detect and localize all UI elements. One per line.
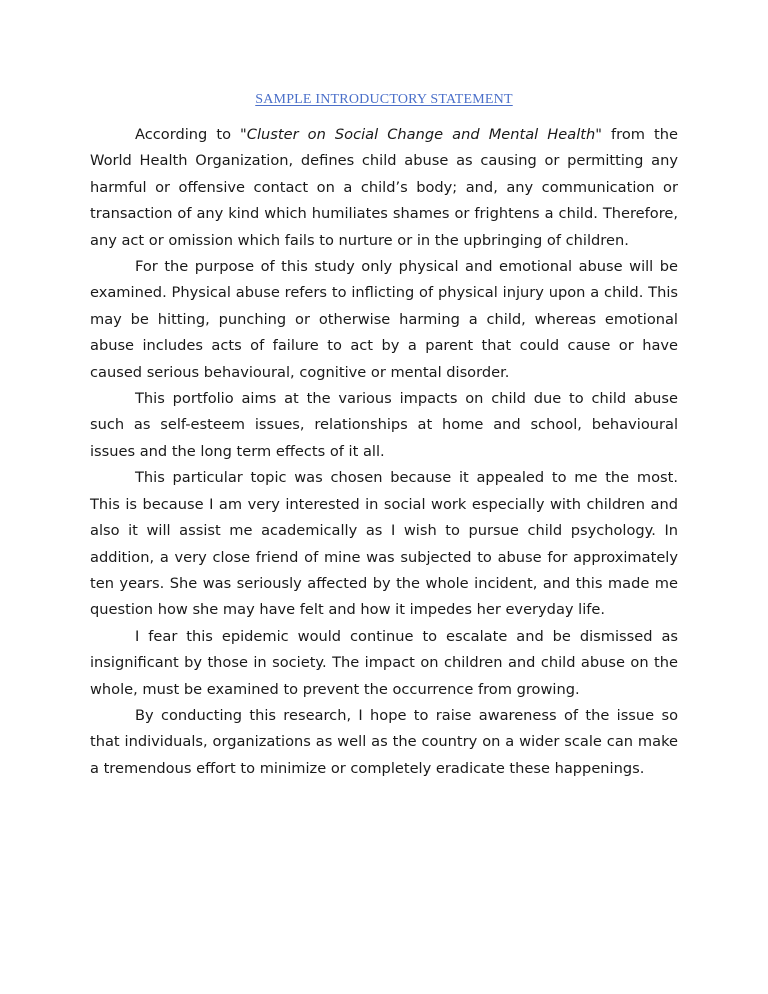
paragraph-2: For the purpose of this study only physical and emotional abuse will be examined. Physical abuse refers to inflicting of physical injury upon a child. This may be hitting, punching or otherwise harming a child, whereas emotional abuse includes acts of failure to act by a parent that could cause or have caused serious behavioural, cognitive or mental disorder. xyxy=(90,258,678,381)
document-title: SAMPLE INTRODUCTORY STATEMENT xyxy=(255,92,513,107)
paragraph-1-rest: from the World Health Organization, defines child abuse as causing or permitting any harmful or offensive contact on a child’s body; and, any communication or transaction of any kind which humiliates shames or frightens a child. Therefore, any act or omission which fails to nurture or in the upbringing of children. xyxy=(90,126,678,249)
paragraph-1-citation: Cluster on Social Change and Mental Health" xyxy=(246,126,602,143)
paragraph-3: This portfolio aims at the various impacts on child due to child abuse such as self-esteem issues, relationships at home and school, behavioural issues and the long term effects of it all. xyxy=(90,390,678,460)
document-body xyxy=(90,122,678,782)
paragraph-1 xyxy=(90,122,678,254)
paragraph-1-intro: According to " xyxy=(135,126,247,143)
paragraph-4: This particular topic was chosen because it appealed to me the most. This is because I am very interested in social work especially with children and also it will assist me academically as I wish to pursue child psychology. In addition, a very close friend of mine was subjected to abuse for approximately ten years. She was seriously affected by the whole incident, and this made me question how she may have felt and how it impedes her everyday life. xyxy=(90,469,678,619)
paragraph-6: By conducting this research, I hope to raise awareness of the issue so that individuals, organizations as well as the country on a wider scale can make a tremendous effort to minimize or completely eradicate these happenings. xyxy=(90,706,678,777)
paragraph-5: I fear this epidemic would continue to escalate and be dismissed as insignificant by those in society. The impact on children and child abuse on the whole, must be examined to prevent the occurrence from growing. xyxy=(90,627,678,698)
